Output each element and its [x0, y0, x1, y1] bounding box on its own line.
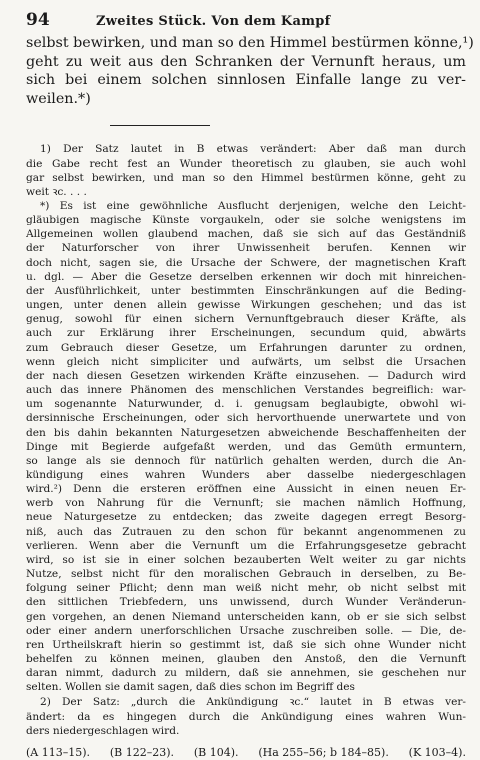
footnote-line: weit ꝛc. . . .	[26, 185, 87, 198]
footnote-line: daran nimmt, dadurch zu mildern, daß sie annehmen, sie geschehen nur	[26, 667, 466, 680]
footnote-line: ungen, unter denen allein gewisse Wirkungen geschehen; und das ist	[26, 299, 466, 312]
footnote-line: den bis dahin bekannten Naturgesetzen abweichende Beschaffenheiten der	[26, 426, 466, 439]
footnote-line: wird.²) Denn die ersteren eröffnen eine Aussicht in einen neuen Er-	[26, 483, 466, 496]
reference: (Ha 255–56; b 184–85).	[258, 745, 389, 759]
footnote-line: so lange als sie dennoch für natürlich gehalten werden, durch die An-	[26, 454, 466, 467]
footnote-rule	[110, 125, 210, 126]
footnote-line: u. dgl. — Aber die Gesetze derselben erkennen wir doch mit hinreichen-	[26, 270, 466, 283]
running-title: Zweites Stück. Von dem Kampf	[96, 14, 331, 29]
footnote-line: ren Urtheilskraft hierin so gestimmt ist, daß sie sich ohne Wunder nicht	[26, 638, 466, 651]
edition-references	[26, 746, 466, 759]
footnote-line: gläubigen magische Künste vorgaukeln, oder sie solche wenigstens im	[26, 214, 466, 227]
reference: (A 113–15).	[26, 745, 91, 759]
footnote-line: auch das innere Phänomen des menschlichen Verstandes begreiflich: war-	[26, 384, 466, 397]
footnote-line: oder einer andern unerforschlichen Ursache zuschreiben solle. — Die, de-	[26, 624, 466, 637]
footnote-star	[26, 199, 466, 694]
footnote-line: gar selbst bewirken, und man so den Himmel bestürmen könne, geht zu	[26, 171, 466, 184]
footnote-line: doch nicht, sagen sie, die Ursache der Schwere, der magnetischen Kraft	[26, 256, 466, 269]
footnote-line: ders niedergeschlagen wird.	[26, 724, 180, 737]
footnote-line: 1) Der Satz lautet in B etwas verändert: Aber daß man durch	[40, 143, 466, 156]
footnote-line: dersinnische Erscheinungen, oder sich hervorthuende unerwartete und von	[26, 412, 466, 425]
main-text	[26, 34, 474, 108]
footnote-line: genug, sowohl für einen sichern Vernunftgebrauch dieser Kräfte, als	[26, 313, 466, 326]
footnote-line: kündigung eines wahren Wunders aber dasselbe niedergeschlagen	[26, 468, 466, 481]
footnote-line: selten. Wollen sie damit sagen, daß dies schon im Begriff des	[26, 681, 355, 694]
footnote-line: wird, so ist sie in einer solchen bezauberten Welt weiter zu gar nichts	[26, 553, 466, 566]
footnote-line: ändert: da es hingegen durch die Ankündigung eines wahren Wun-	[26, 710, 466, 723]
reference: (B 104).	[193, 745, 239, 759]
footnote-line: niß, auch das Zutrauen zu den schon für bekannt angenommenen zu	[26, 525, 466, 538]
footnote-line: behelfen zu können meinen, glauben den Anstoß, den die Vernunft	[26, 653, 466, 665]
footnote-line: werb von Nahrung für die Vernunft; sie machen nämlich Hoffnung,	[26, 497, 466, 510]
footnote-line: der Ausführlichkeit, unter bestimmten Einschränkungen auf die Beding-	[26, 284, 466, 297]
footnote-line: folgung seiner Pflicht; denn man weiß nicht mehr, ob nicht selbst mit	[26, 582, 466, 595]
main-text-line: weilen.*)	[26, 90, 91, 107]
reference: (B 122–23).	[109, 745, 175, 759]
main-text-line: selbst bewirken, und man so den Himmel bestürmen könne,¹)	[26, 35, 474, 51]
footnote-line: neue Naturgesetze zu entdecken; das zweite dagegen erregt Besorg-	[26, 511, 466, 524]
footnote-line: auch zur Erklärung ihrer Erscheinungen, secundum quid, abwärts	[26, 327, 466, 340]
running-head	[26, 10, 466, 32]
book-page	[26, 10, 474, 759]
footnote-line: Nutze, selbst nicht für den moralischen Gebrauch in derselben, zu Be-	[26, 568, 466, 581]
footnote-line: um sogenannte Naturwunder, d. i. genugsam beglaubigte, obwohl wi-	[26, 398, 466, 411]
footnote-line: die Gabe recht fest an Wunder theoretisch zu glauben, sie auch wohl	[26, 157, 466, 170]
footnote-line: den sittlichen Triebfedern, uns unwissend, durch Wunder Veränderun-	[26, 596, 466, 609]
footnote-line: Allgemeinen wollen glaubend machen, daß sie sich auf das Geständniß	[26, 228, 466, 241]
footnotes	[26, 142, 466, 738]
footnote-line: 2) Der Satz: „durch die Ankündigung ꝛc.“ lautet in B etwas ver-	[40, 696, 466, 709]
footnote-line: verlieren. Wenn aber die Vernunft um die Erfahrungsgesetze gebracht	[26, 539, 466, 552]
footnote-line: wenn gleich nicht simpliciter und aufwärts, um selbst die Ursachen	[26, 355, 466, 368]
footnote-line: *) Es ist eine gewöhnliche Ausflucht derjenigen, welche den Leicht-	[40, 200, 466, 212]
footnote-2	[26, 695, 466, 737]
footnote-line: zum Gebrauch dieser Gesetze, um Erfahrungen darunter zu ordnen,	[26, 341, 466, 354]
main-text-line: sich bei einem solchen sinnlosen Einfalle lange zu ver-	[26, 72, 466, 89]
footnote-line: Dinge mit Begierde aufgefaßt werden, und das Gemüth ermuntern,	[26, 440, 466, 453]
footnote-line: der nach diesen Gesetzen wirkenden Kräfte einzusehen. — Dadurch wird	[26, 369, 466, 382]
footnote-1	[26, 142, 466, 199]
footnote-line: gen vorgehen, an denen Niemand unterscheiden kann, ob er sie sich selbst	[26, 610, 466, 623]
page-number: 94	[26, 10, 50, 30]
reference: (K 103–4).	[408, 745, 466, 759]
footnote-line: der Naturforscher von ihrer Unwissenheit berufen. Kennen wir	[26, 242, 466, 255]
main-text-line: geht zu weit aus den Schranken der Vernunft heraus, um	[26, 53, 466, 70]
